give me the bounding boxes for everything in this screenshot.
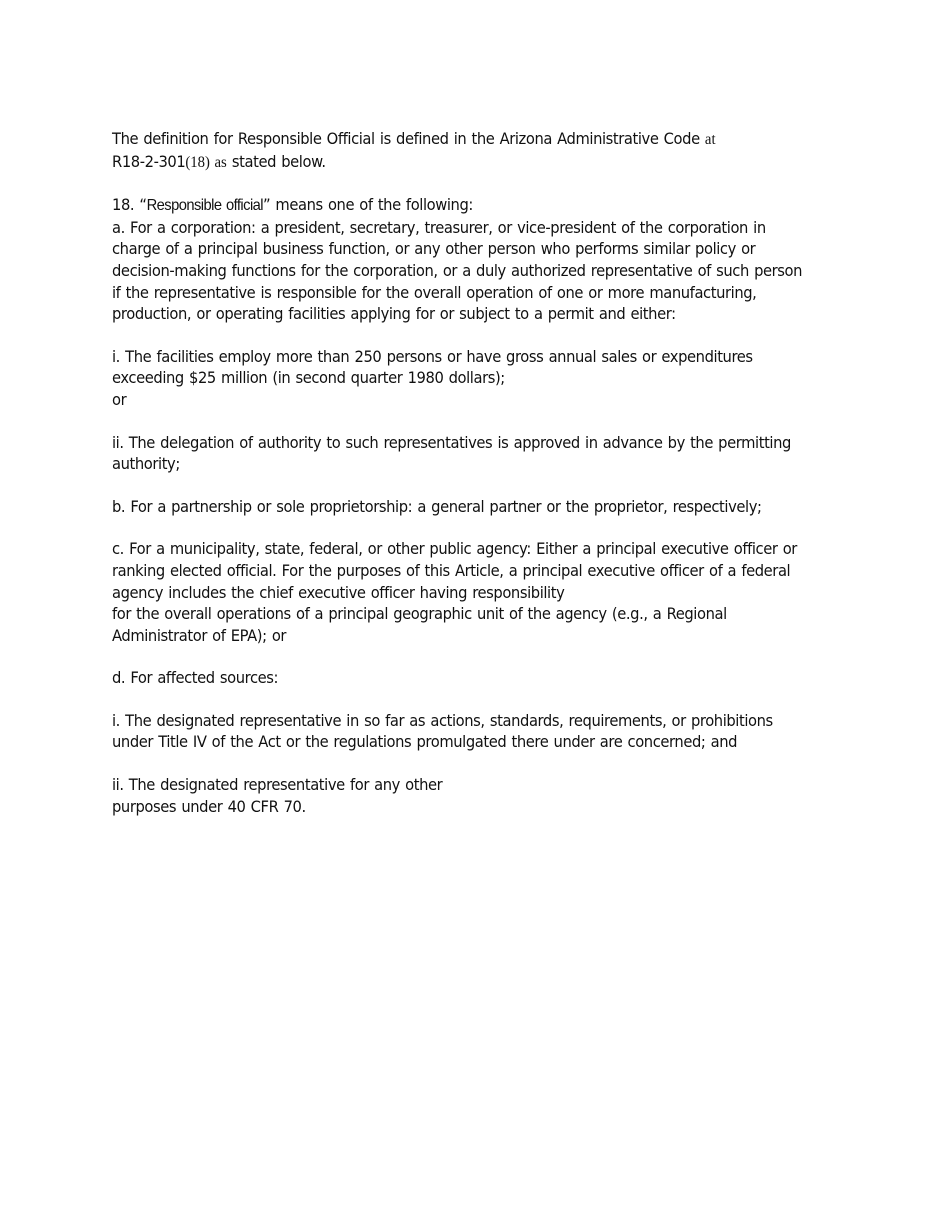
item-a-line: charge of a principal business function, or any other person who performs similar policy or	[112, 239, 756, 259]
item-a-i-paragraph	[112, 346, 842, 411]
item-a-ii-line: ii. The delegation of authority to such representatives is approved in advance by the permitting	[112, 432, 791, 452]
item-b-paragraph	[112, 496, 842, 518]
item-c-line: agency includes the chief executive officer having responsibility	[112, 582, 565, 602]
intro-line-1	[112, 128, 842, 151]
item-a-i-line: exceeding $25 million (in second quarter 1980 dollars);	[112, 368, 505, 388]
item-a-paragraph	[112, 217, 842, 325]
defined-term: Responsible official	[146, 197, 264, 215]
intro-line-2	[112, 151, 842, 174]
item-c-line: ranking elected official. For the purposes of this Article, a principal executive officer of a federal	[112, 560, 791, 580]
item-a-ii-paragraph	[112, 432, 842, 475]
intro-text-end: stated below.	[231, 151, 326, 171]
intro-serif-text: at	[704, 131, 716, 148]
item-a-line: production, or operating facilities applying for or subject to a permit and either:	[112, 304, 676, 324]
item-a-i-line: i. The facilities employ more than 250 persons or have gross annual sales or expenditures	[112, 346, 753, 366]
document-body	[112, 128, 842, 817]
item-d-ii-line: ii. The designated representative for any other	[112, 775, 443, 795]
item-a-line: if the representative is responsible for the overall operation of one or more manufacturing,	[112, 282, 757, 302]
item-d-i-line: under Title IV of the Act or the regulations promulgated there under are concerned; and	[112, 732, 738, 752]
item-a-i-line: or	[112, 389, 127, 409]
item-d-ii-line: purposes under 40 CFR 70.	[112, 796, 306, 816]
item-c-line: for the overall operations of a principal geographic unit of the agency (e.g., a Regional	[112, 604, 727, 624]
item-b-line: b. For a partnership or sole proprietorship: a general partner or the proprietor, respectively;	[112, 496, 762, 516]
item-a-line: a. For a corporation: a president, secretary, treasurer, or vice-president of the corporation in	[112, 217, 766, 237]
item-d-ii-paragraph	[112, 774, 842, 817]
item-d-line: d. For affected sources:	[112, 668, 279, 688]
item-a-line: decision-making functions for the corporation, or a duly authorized representative of such person	[112, 260, 803, 280]
item-a-ii-line: authority;	[112, 454, 180, 474]
definition-lead: ” means one of the following:	[263, 195, 473, 215]
rule-citation: R18-2-301	[112, 151, 186, 171]
item-c-line: Administrator of EPA); or	[112, 625, 287, 645]
item-d-i-line: i. The designated representative in so far as actions, standards, requirements, or prohibitions	[112, 710, 773, 730]
item-c-paragraph	[112, 538, 842, 646]
definition-heading	[112, 194, 842, 217]
item-d-i-paragraph	[112, 710, 842, 753]
item-c-line: c. For a municipality, state, federal, or other public agency: Either a principal executive officer or	[112, 539, 797, 559]
rule-citation-serif: (18) as	[185, 153, 227, 171]
definition-line	[112, 194, 842, 217]
intro-text: The definition for Responsible Official is defined in the Arizona Administrative Code	[112, 129, 700, 148]
item-d-paragraph	[112, 667, 842, 689]
definition-number: 18. “	[112, 195, 147, 215]
intro-paragraph	[112, 128, 842, 173]
